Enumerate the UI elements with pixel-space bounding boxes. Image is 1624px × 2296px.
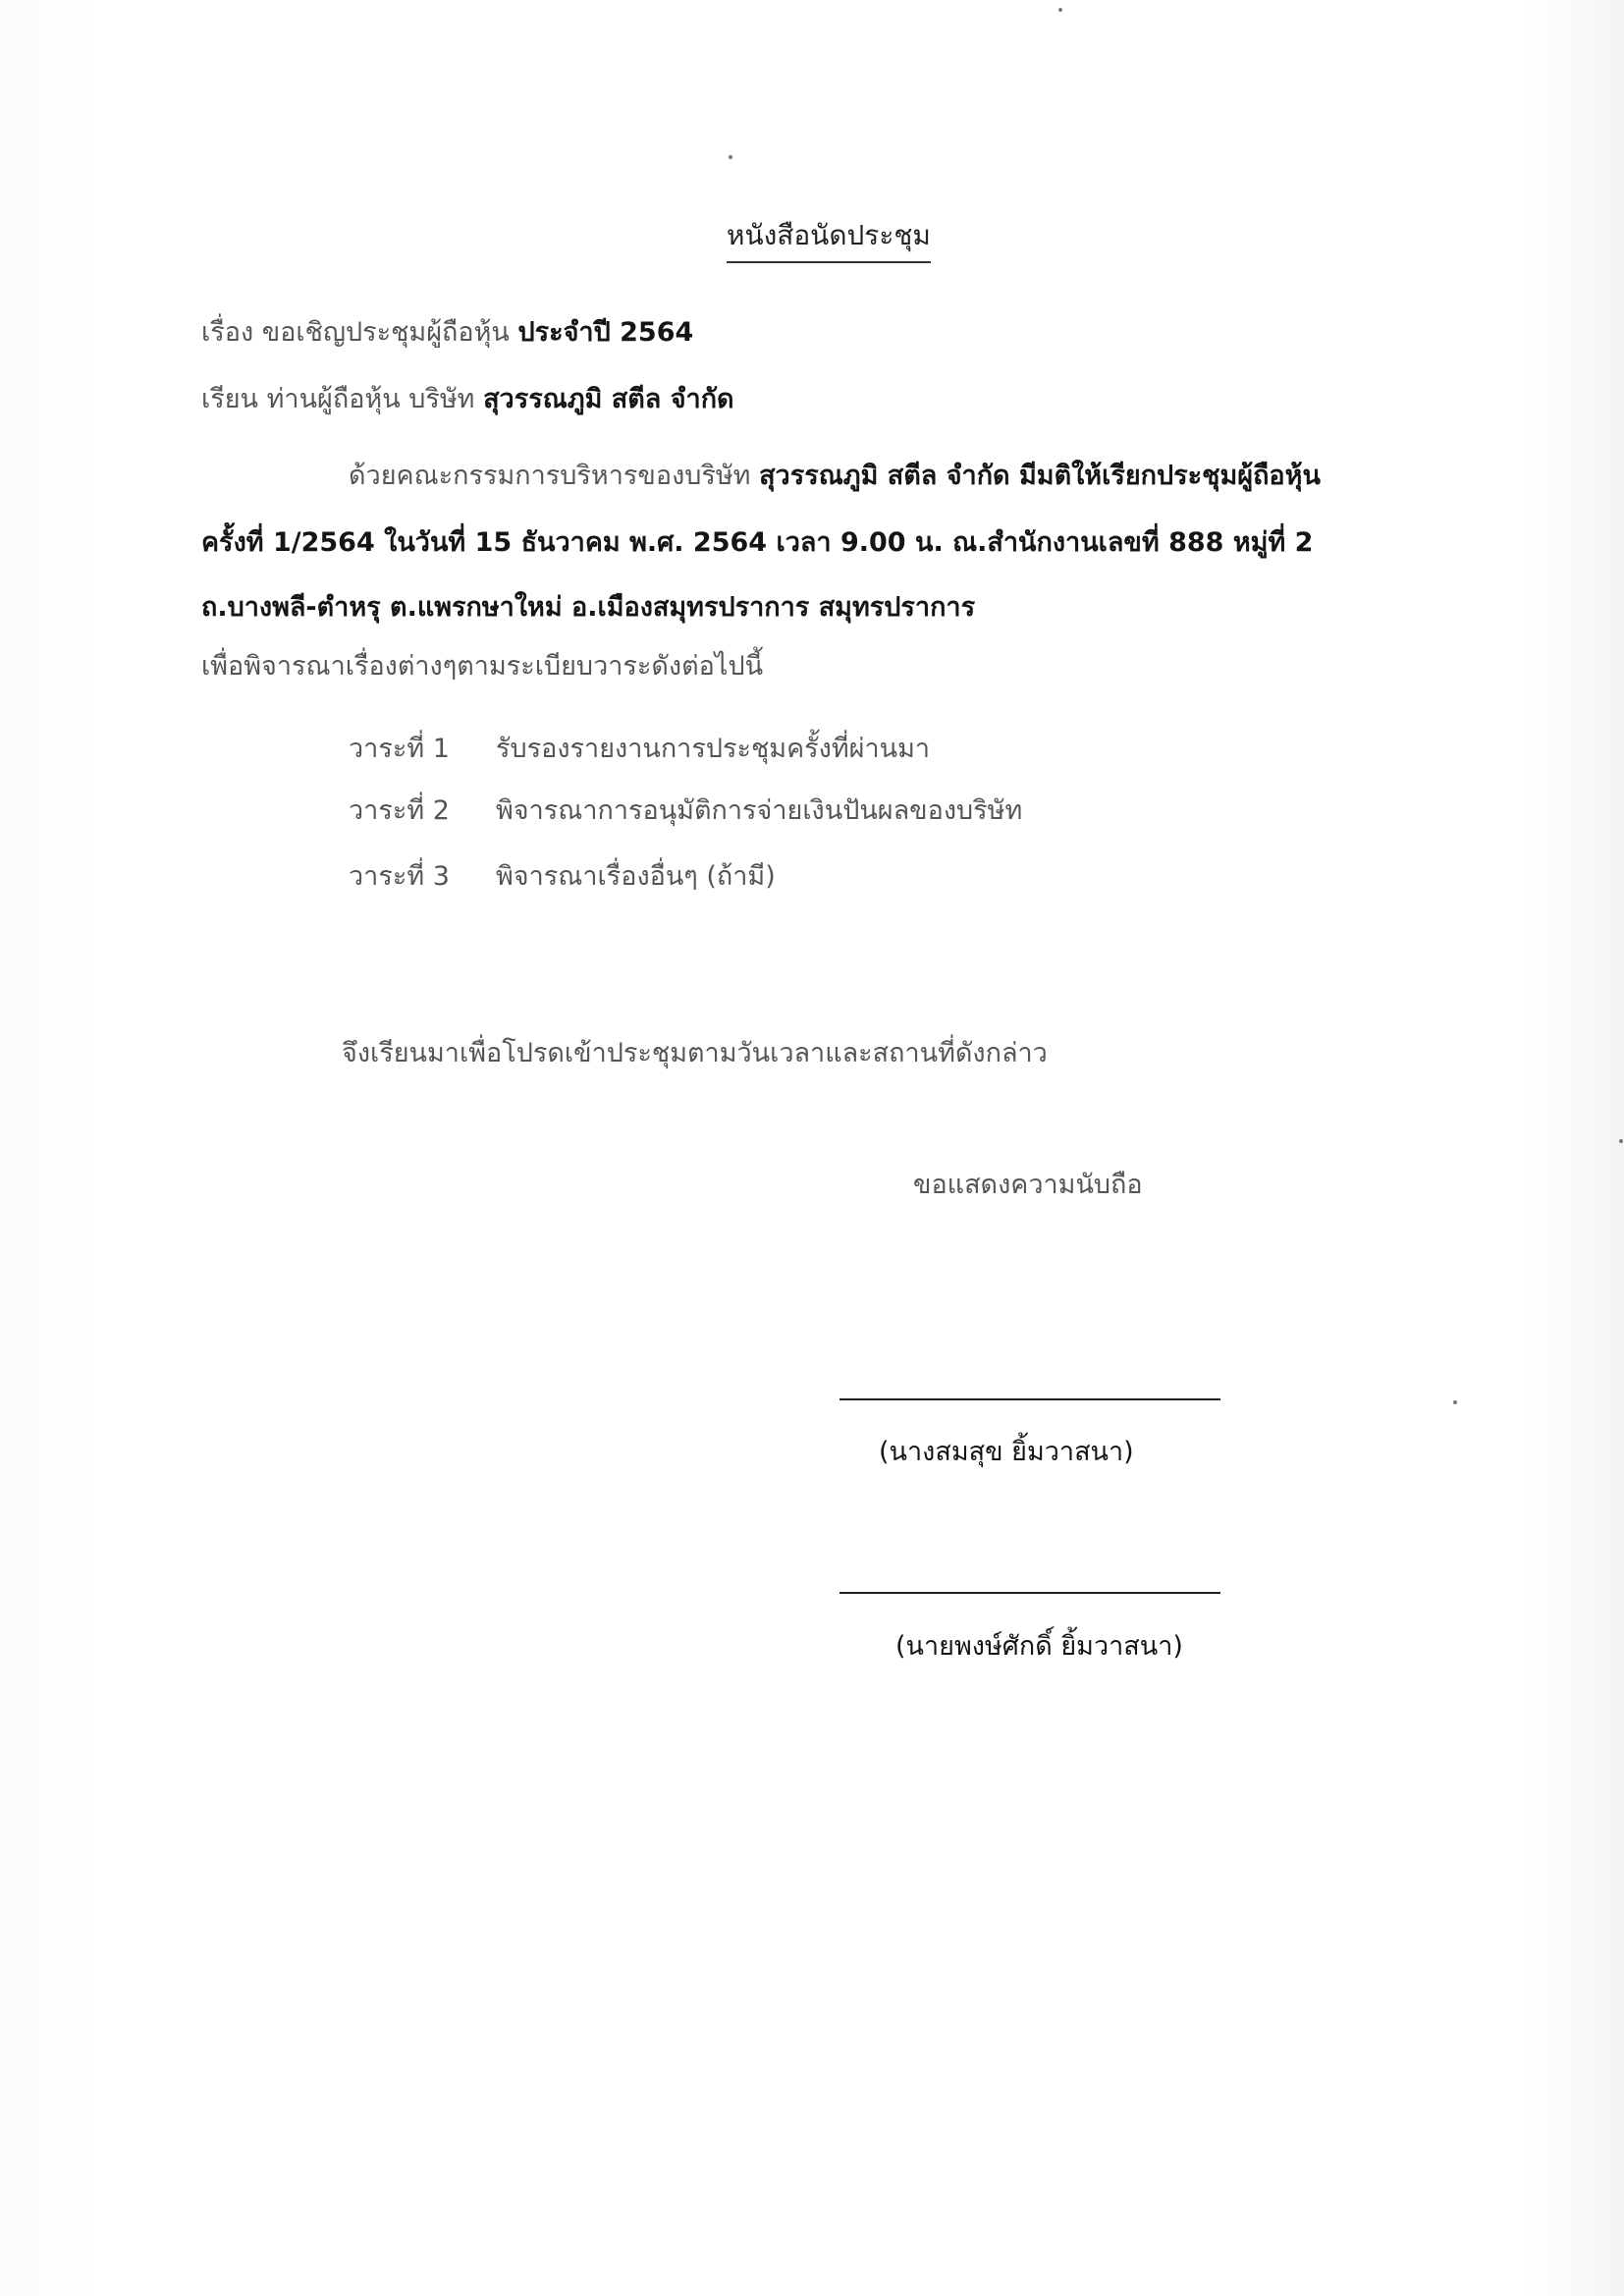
company-name: สุวรรณภูมิ สตีล จำกัด — [483, 384, 734, 414]
signatory-name: (นายพงษ์ศักดิ์ ยิ้มวาสนา) — [895, 1631, 1183, 1662]
agenda-item-label: วาระที่ 3 — [349, 861, 450, 892]
addressee-text: ท่านผู้ถือหุ้น บริษัท — [266, 384, 475, 414]
addressee-line — [201, 377, 734, 419]
complimentary-close: ขอแสดงความนับถือ — [913, 1170, 1143, 1200]
agenda-item — [349, 727, 930, 769]
agenda-item-text: พิจารณาเรื่องอื่นๆ (ถ้ามี) — [496, 861, 776, 892]
body-paragraph-line-2: ครั้งที่ 1/2564 ในวันที่ 15 ธันวาคม พ.ศ. 2564 เวลา 9.00 น. ณ.สำนักงานเลขที่ 888 หมู่ที่ 2 — [201, 527, 1314, 558]
subject-line — [201, 310, 693, 353]
subject-bold-text: ประจำปี 2564 — [517, 317, 694, 348]
body-resolution-text: สุวรรณภูมิ สตีล จำกัด มีมติให้เรียกประชุมผู้ถือหุ้น — [759, 461, 1321, 491]
addressee-label: เรียน — [201, 384, 259, 414]
document-title: หนังสือนัดประชุม — [727, 214, 931, 263]
signature-line — [839, 1592, 1220, 1594]
scan-speck — [1619, 1139, 1623, 1143]
body-paragraph-line-1 — [349, 454, 1321, 496]
agenda-item-label: วาระที่ 1 — [349, 734, 450, 764]
body-paragraph-line-4: เพื่อพิจารณาเรื่องต่างๆตามระเบียบวาระดังต่อไปนี้ — [201, 651, 764, 682]
closing-sentence: จึงเรียนมาเพื่อโปรดเข้าประชุมตามวันเวลาและสถานที่ดังกล่าว — [342, 1038, 1048, 1068]
agenda-item-label: วาระที่ 2 — [349, 795, 450, 826]
body-paragraph-line-3: ถ.บางพลี-ตำหรุ ต.แพรกษาใหม่ อ.เมืองสมุทรปราการ สมุทรปราการ — [201, 592, 976, 623]
body-intro-text: ด้วยคณะกรรมการบริหารของบริษัท — [349, 461, 751, 491]
agenda-item — [349, 789, 1022, 831]
scan-speck — [1058, 8, 1062, 12]
scan-speck — [1453, 1400, 1457, 1404]
agenda-item — [349, 854, 776, 897]
subject-text: ขอเชิญประชุมผู้ถือหุ้น — [261, 317, 510, 348]
subject-label: เรื่อง — [201, 317, 254, 348]
signature-line — [839, 1398, 1220, 1400]
agenda-item-text: รับรองรายงานการประชุมครั้งที่ผ่านมา — [496, 734, 931, 764]
signatory-name: (นางสมสุข ยิ้มวาสนา) — [879, 1437, 1134, 1467]
scan-speck — [729, 155, 732, 159]
agenda-item-text: พิจารณาการอนุมัติการจ่ายเงินปันผลของบริษัท — [496, 795, 1023, 826]
